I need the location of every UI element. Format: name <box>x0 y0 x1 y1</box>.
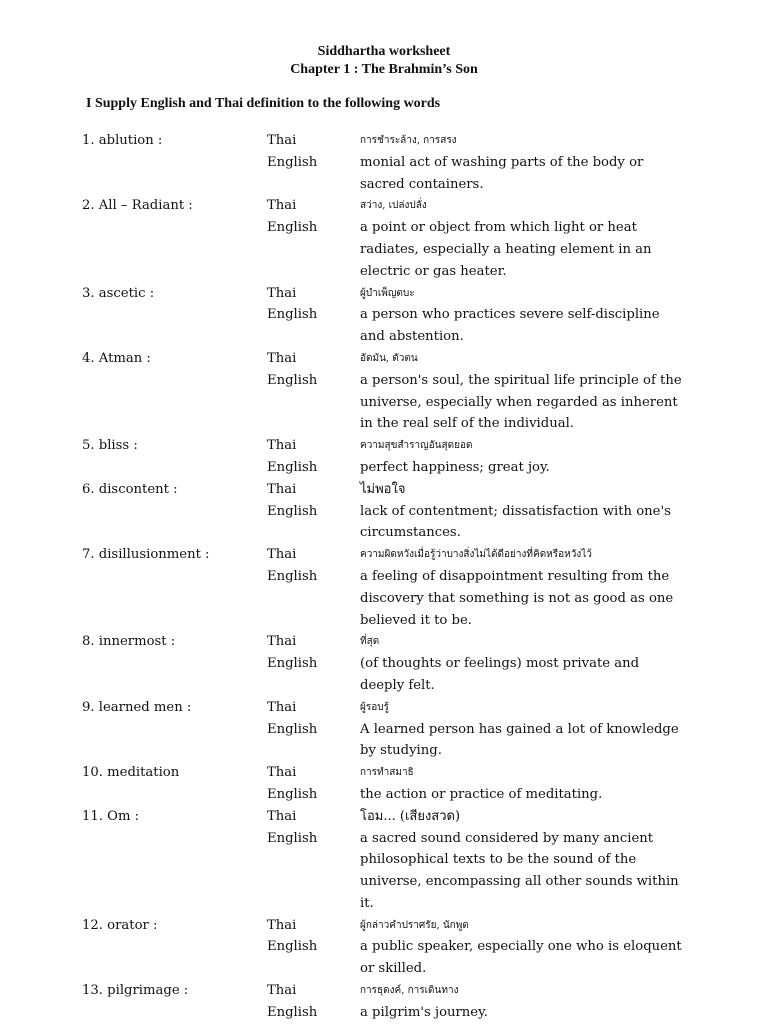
thai-label: Thai <box>267 547 297 563</box>
english-label: English <box>267 459 318 475</box>
english-definition: perfect happiness; great joy. <box>360 459 550 475</box>
english-label: English <box>267 372 318 388</box>
vocabulary-entry <box>0 762 768 806</box>
entry-term: 8. innermost : <box>82 634 176 650</box>
english-label: English <box>267 1004 318 1020</box>
english-row <box>0 152 768 196</box>
english-row <box>0 304 768 348</box>
english-row <box>0 501 768 545</box>
vocabulary-entry <box>0 915 768 980</box>
thai-definition: อัตมัน, ตัวตน <box>360 352 418 364</box>
english-definition: lack of contentment; dissatisfaction with one's circumstances. <box>360 503 671 541</box>
english-definition: a feeling of disappointment resulting from the discovery that something is not as good as one believed it to be. <box>360 568 674 628</box>
english-label: English <box>267 656 318 672</box>
thai-label: Thai <box>267 285 297 301</box>
english-definition: monial act of washing parts of the body or sacred containers. <box>360 154 644 192</box>
vocabulary-entry <box>0 544 768 631</box>
entry-term: 11. Om : <box>82 808 140 824</box>
thai-label: Thai <box>267 198 297 214</box>
english-label: English <box>267 721 318 737</box>
english-definition: (of thoughts or feelings) most private and deeply felt. <box>360 656 640 693</box>
vocabulary-entry <box>0 806 768 915</box>
vocabulary-entry <box>0 697 768 762</box>
english-row <box>0 217 768 282</box>
english-label: English <box>267 939 318 955</box>
vocabulary-entry <box>0 130 768 195</box>
thai-label: Thai <box>267 481 297 497</box>
thai-row <box>0 980 768 1002</box>
thai-row <box>0 195 768 217</box>
vocabulary-entry <box>0 435 768 479</box>
english-row <box>0 370 768 435</box>
entry-term: 13. pilgrimage : <box>82 983 189 999</box>
entry-term: 9. learned men : <box>82 699 192 715</box>
chapter-subtitle: Chapter 1 : The Brahmin’s Son <box>290 62 478 77</box>
vocabulary-list <box>0 130 768 1024</box>
english-row <box>0 653 768 697</box>
thai-label: Thai <box>267 808 297 824</box>
vocabulary-entry <box>0 348 768 435</box>
entry-term: 7. disillusionment : <box>82 547 210 563</box>
thai-label: Thai <box>267 133 297 148</box>
thai-definition: การธุดงค์, การเดินทาง <box>360 985 459 997</box>
entry-term: 2. All – Radiant : <box>82 198 193 214</box>
english-definition: A learned person has gained a lot of knowledge by studying. <box>360 721 679 759</box>
thai-definition: การชำระล้าง, การสรง <box>360 135 457 146</box>
english-row <box>0 936 768 980</box>
english-label: English <box>267 830 318 846</box>
english-row <box>0 457 768 479</box>
english-row <box>0 719 768 763</box>
vocabulary-entry <box>0 283 768 348</box>
thai-definition: ความผิดหวังเมื่อรู้ว่าบางสิ่งไม่ได้ดีอย่างที่คิดหรือหวังไว้ <box>360 549 592 561</box>
entry-term: 1. ablution : <box>82 133 163 148</box>
thai-row <box>0 697 768 719</box>
english-label: English <box>267 307 318 323</box>
thai-label: Thai <box>267 350 297 366</box>
thai-label: Thai <box>267 983 297 999</box>
thai-definition: การทำสมาธิ <box>360 767 414 779</box>
vocabulary-entry <box>0 195 768 282</box>
thai-label: Thai <box>267 699 297 715</box>
english-definition: a public speaker, especially one who is eloquent or skilled. <box>360 939 682 977</box>
section-heading: I Supply English and Thai definition to the following words <box>86 96 441 111</box>
entry-term: 6. discontent : <box>82 481 178 497</box>
page-title: Siddhartha worksheet <box>317 44 451 59</box>
entry-term: 12. orator : <box>82 917 158 933</box>
thai-row <box>0 544 768 566</box>
thai-row <box>0 915 768 937</box>
english-definition: a point or object from which light or heat radiates, especially a heating element in an electric or gas heater. <box>360 220 652 279</box>
thai-row <box>0 283 768 305</box>
english-definition: a pilgrim's journey. <box>360 1004 488 1020</box>
thai-label: Thai <box>267 917 297 933</box>
entry-term: 5. bliss : <box>82 438 138 454</box>
vocabulary-entry <box>0 980 768 1024</box>
english-definition: a person who practices severe self-discipline and abstention. <box>360 307 660 345</box>
vocabulary-entry <box>0 631 768 696</box>
thai-definition: ที่สุด <box>360 636 380 648</box>
thai-definition: ไม่พอใจ <box>360 481 406 497</box>
thai-row <box>0 435 768 457</box>
thai-label: Thai <box>267 438 297 454</box>
english-definition: a person's soul, the spiritual life principle of the universe, especially when regarded as inherent in the real self of the individual. <box>360 372 682 432</box>
thai-label: Thai <box>267 765 297 781</box>
english-row <box>0 828 768 915</box>
entry-term: 10. meditation <box>82 765 180 781</box>
thai-row <box>0 631 768 653</box>
english-definition: the action or practice of meditating. <box>360 786 603 802</box>
thai-definition: ผู้บำเพ็ญตบะ <box>360 287 415 299</box>
thai-row <box>0 762 768 784</box>
english-label: English <box>267 220 318 236</box>
entry-term: 4. Atman : <box>82 350 151 366</box>
thai-label: Thai <box>267 634 297 650</box>
english-label: English <box>267 503 318 519</box>
vocabulary-entry <box>0 479 768 544</box>
thai-definition: ผู้กล่าวคำปราศรัย, นักพูด <box>360 919 469 931</box>
english-row <box>0 784 768 806</box>
thai-row <box>0 806 768 828</box>
english-definition: a sacred sound considered by many ancient philosophical texts to be the sound of the universe, encompassing all other sounds within it. <box>360 830 679 911</box>
thai-definition: ผู้รอบรู้ <box>360 701 389 713</box>
thai-definition: ความสุขสำราญอันสุดยอด <box>360 440 473 452</box>
english-row <box>0 566 768 631</box>
english-label: English <box>267 568 318 584</box>
thai-row <box>0 130 768 152</box>
entry-term: 3. ascetic : <box>82 285 155 301</box>
english-label: English <box>267 786 318 802</box>
thai-definition: สว่าง, เปล่งปลั่ง <box>360 200 427 212</box>
english-row <box>0 1002 768 1024</box>
english-label: English <box>267 154 318 170</box>
thai-row <box>0 348 768 370</box>
thai-definition: โอม... (เสียงสวด) <box>360 808 461 824</box>
thai-row <box>0 479 768 501</box>
